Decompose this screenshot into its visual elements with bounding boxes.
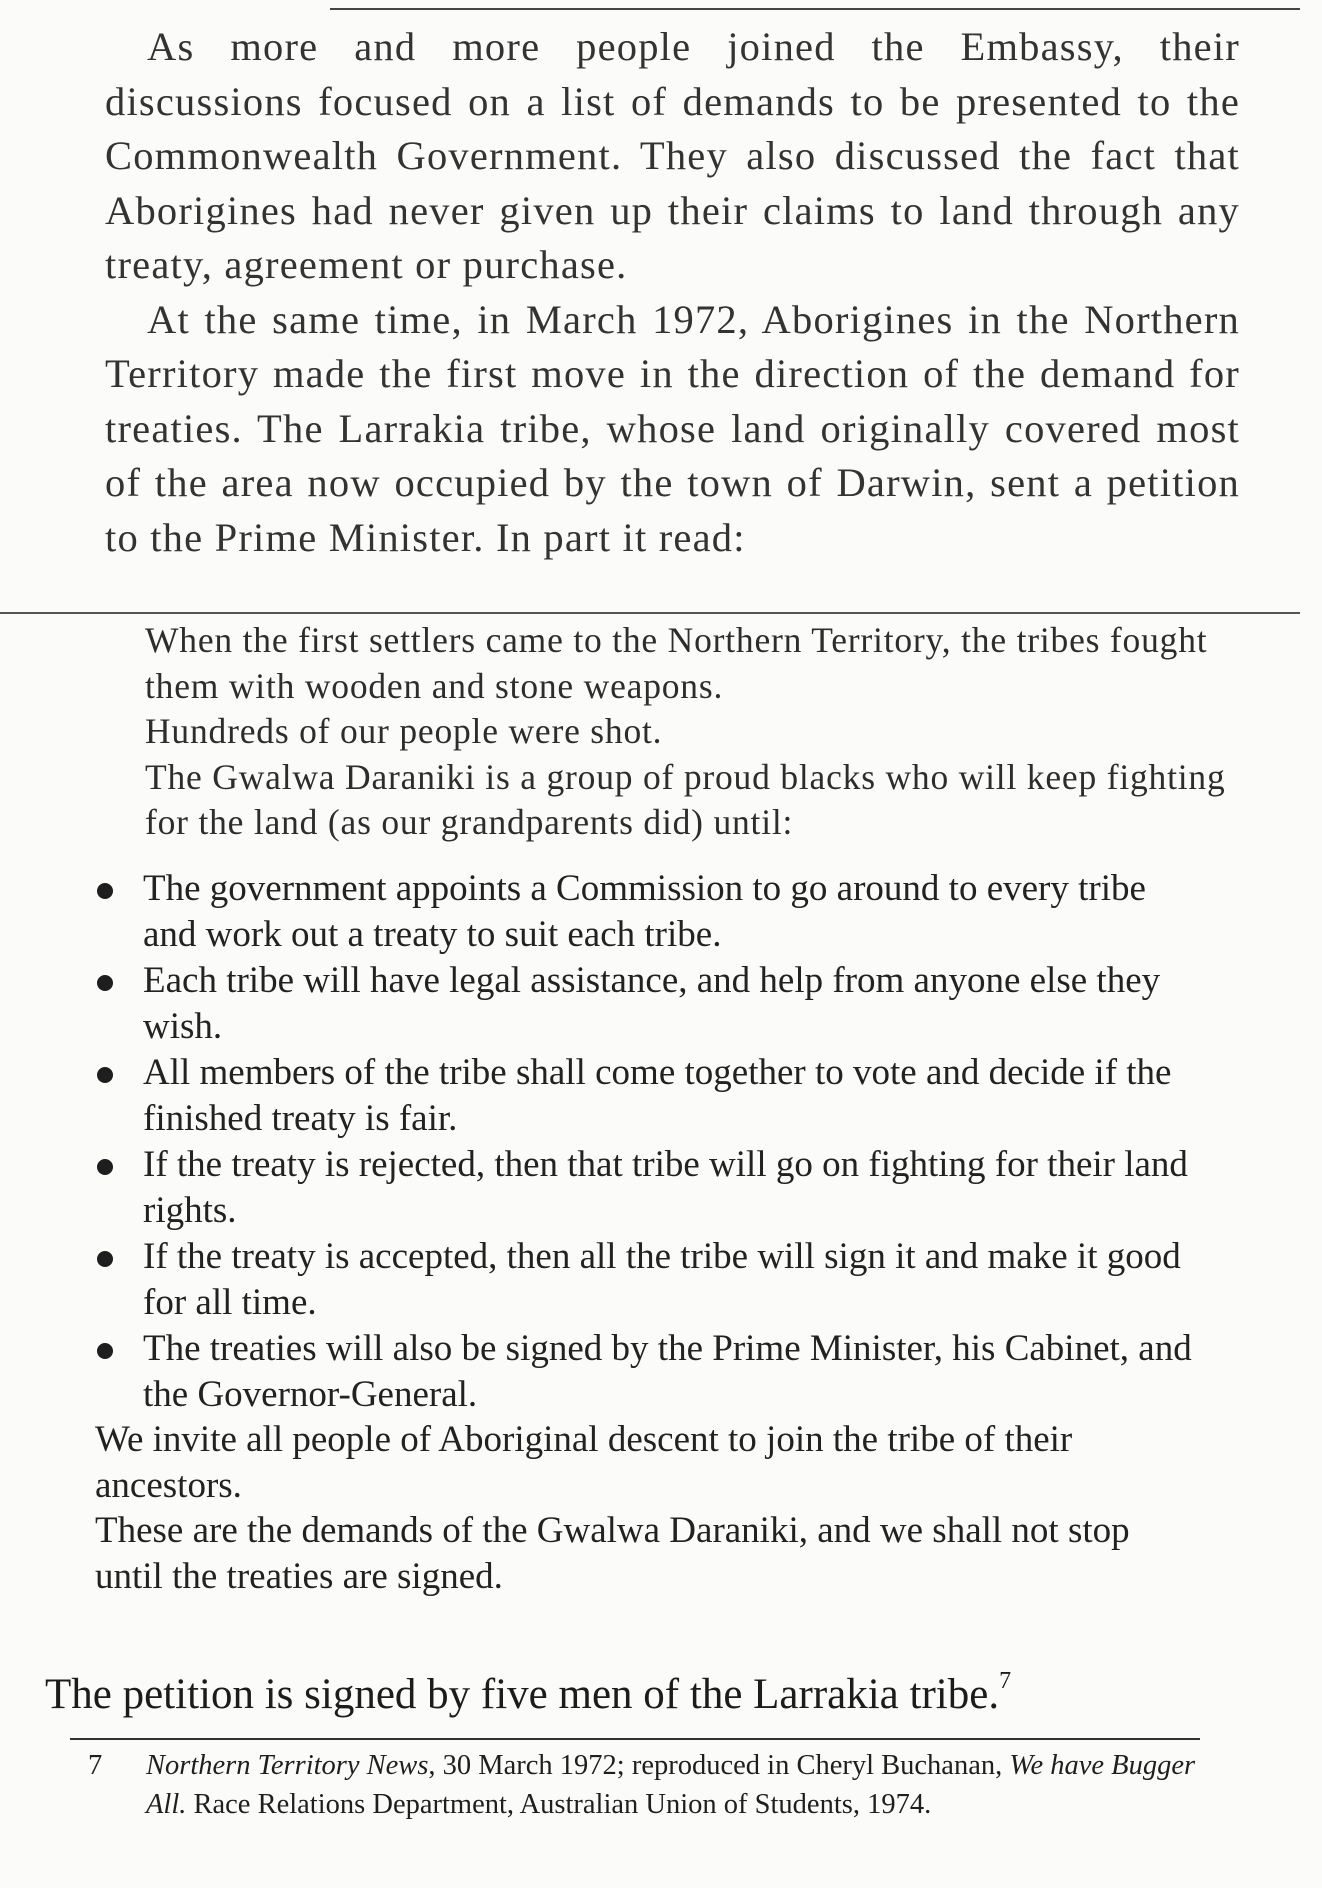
book-title: We have Bugger All. [146,1750,1196,1820]
list-item [95,1234,1205,1326]
list-item [95,866,1205,958]
closing-line-1: We invite all people of Aboriginal descent to join the tribe of their ancestors. [95,1419,1073,1506]
footnote-text [146,1746,1208,1824]
signature-text: The petition is signed by five men of the Larrakia tribe. [45,1671,1000,1718]
demand-text: If the treaty is accepted, then all the tribe will sign it and make it good for all time. [143,1236,1181,1323]
bullet-icon [97,1251,113,1267]
intro-paragraph-2: At the same time, in March 1972, Aborigines in the Northern Territory made the first move in the direction of the demand for treaties. The Larrakia tribe, whose land originally covered most of the area now occupied by the town of Darwin, sent a petition to the Prime Minister. In part it read: [105,296,1240,560]
list-item [95,1142,1205,1234]
footnote-rule [70,1738,1200,1740]
footnote-number: 7 [88,1750,103,1781]
bullet-icon [97,1159,113,1175]
bullet-icon [97,1343,113,1359]
petition-quote [145,618,1240,846]
demand-text: All members of the tribe shall come together to vote and decide if the finished treaty is fair. [143,1052,1172,1139]
source-title: Northern Territory News [146,1750,429,1781]
petition-line-3: The Gwalwa Daraniki is a group of proud blacks who will keep fighting for the land (as our grandparents did) until: [145,756,1226,842]
list-item [95,1326,1205,1418]
petition-closing [95,1417,1205,1599]
demand-text: Each tribe will have legal assistance, and help from anyone else they wish. [143,960,1161,1047]
bullet-icon [97,1067,113,1083]
bullet-icon [97,975,113,991]
demand-text: If the treaty is rejected, then that tribe will go on fighting for their land rights. [143,1144,1188,1231]
footnote-reference[interactable]: 7 [999,1668,1012,1694]
demand-text: The treaties will also be signed by the Prime Minister, his Cabinet, and the Governor-General. [143,1328,1192,1415]
section-divider [0,612,1300,614]
publisher: Race Relations Department, Australian Union of Students, 1974. [186,1789,932,1820]
list-item [95,958,1205,1050]
top-rule [330,8,1300,10]
intro-text [105,20,1240,565]
signature-note [45,1655,1011,1721]
demand-text: The government appoints a Commission to go around to every tribe and work out a treaty to suit each tribe. [143,868,1146,955]
petition-line-1: When the first settlers came to the Northern Territory, the tribes fought them with wooden and stone weapons. [145,620,1208,706]
bullet-icon [97,883,113,899]
petition-line-2: Hundreds of our people were shot. [145,711,663,751]
source-detail: , 30 March 1972; reproduced in Cheryl Buchanan, [428,1750,1010,1781]
closing-line-2: These are the demands of the Gwalwa Daraniki, and we shall not stop until the treaties are signed. [95,1510,1130,1597]
footnote [88,1746,1208,1824]
list-item [95,1050,1205,1142]
demands-list [95,866,1205,1418]
intro-paragraph-1: As more and more people joined the Embassy, their discussions focused on a list of demands to be presented to the Commonwealth Government. They also discussed the fact that Aborigines had never given up their claims to land through any treaty, agreement or purchase. [105,24,1240,287]
